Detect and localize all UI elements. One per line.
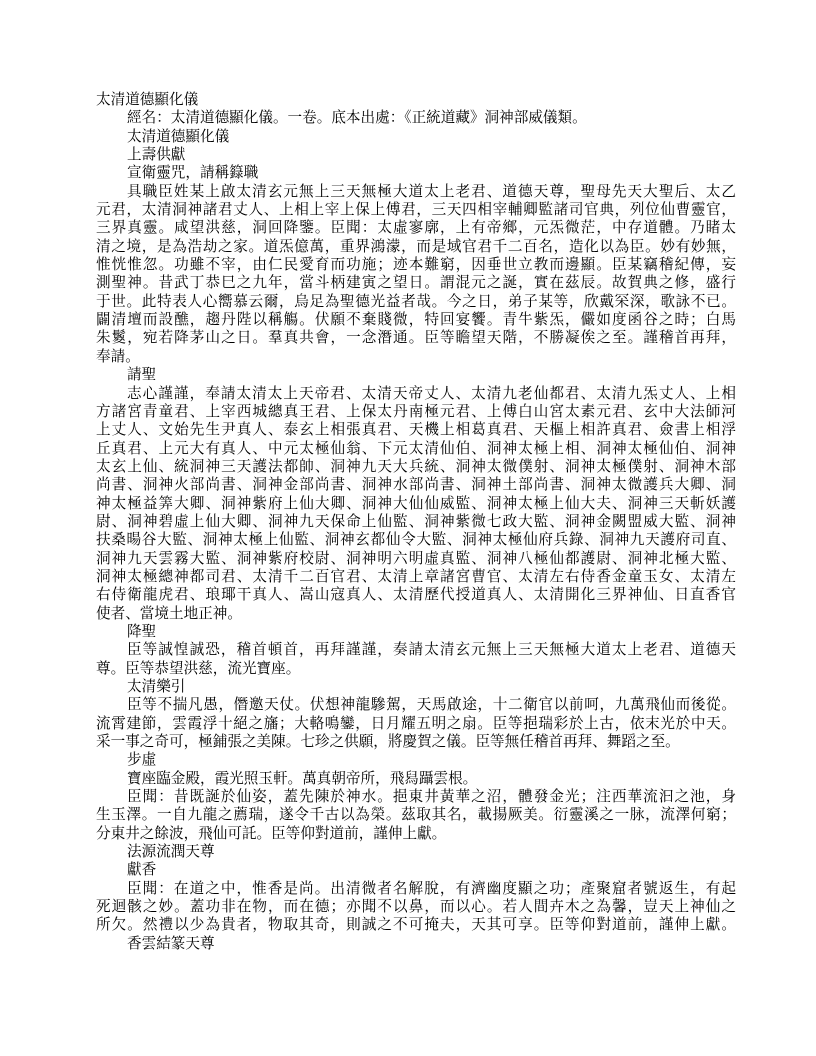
text-line: 使者、當境土地正神。 xyxy=(96,605,242,622)
text-line: 降聖 xyxy=(127,623,157,640)
text-line: 神太極益筭大卿、洞神紫府上仙大卿、洞神大仙仙威監、洞神太極上仙大夫、洞神三天斬妖護 xyxy=(96,495,736,512)
text-line: 清之境，是為浩劫之家。道炁億萬，重界鴻濛，而是域官君千二百名，造化以為臣。妙有妙無， xyxy=(96,238,736,255)
text-line: 所欠。然禮以少為貴者，物取其奇，則誠之不可掩夫，天其可享。臣等仰對道前，謹伸上獻。 xyxy=(96,917,736,934)
text-line: 具職臣姓某上啟太清玄元無上三天無極大道太上老君、道德天尊，聖母先天大聖后、太乙 xyxy=(127,183,736,200)
text-line: 臣等誠惶誠恐，稽首頓首，再拜謹謹，奏請太清玄元無上三天無極大道太上老君、道德天 xyxy=(127,642,736,659)
text-line: 太清道德顯化儀 xyxy=(127,128,230,145)
text-line: 太清樂引 xyxy=(127,679,186,695)
text-line: 于世。此特表人心嚮慕云爾，烏足為聖德光益者哉。今之日，弟子某等，欣戴罙深，歌詠不已。 xyxy=(96,293,736,310)
text-line: 采一事之奇可，極鋪張之美陳。七珍之供願，將慶賀之儀。臣等無任稽首再拜、舞蹈之至。 xyxy=(96,734,680,751)
text-line: 寶座臨金殿，霞光照玉軒。萬真朝帝所，飛舄躡雲根。 xyxy=(127,770,478,787)
text-line: 上壽供獻 xyxy=(127,147,186,164)
text-line: 香雲結篆天尊 xyxy=(127,935,215,952)
text-line: 志心謹謹，奉請太清太上天帝君、太清天帝丈人、太清九老仙都君、太清九炁丈人、上相 xyxy=(127,385,736,402)
document-body xyxy=(96,91,736,953)
text-line: 臣等不揣凡愚，僭邀天仗。伏想神龍驂駕，天馬啟途，十二衛官以前呵，九萬飛仙而後從。 xyxy=(127,697,736,714)
text-line: 生玉澤。一自九龍之薦瑞，遂令千古以為榮。茲取其名，載揚厥美。衍靈溪之一脉，流澤何窮； xyxy=(96,807,736,824)
text-line: 三界真靈。咸望洪慈，洞回降鑒。臣聞：太虛寥廓，上有帝鄉，元炁微茫，中存道體。乃睹太 xyxy=(96,220,736,237)
text-line: 尊。臣等恭望洪慈，流光寶座。 xyxy=(96,660,301,677)
text-line: 朱鬉，宛若降茅山之日。羣真共會，一念潛通。臣等瞻望天階，不勝凝俟之至。謹稽首再拜， xyxy=(96,330,736,347)
text-line: 臣聞：昔既誕於仙姿，蓋先陳於神水。挹東井黃華之沼，體發金光；注西華流汩之池，身 xyxy=(127,789,736,806)
text-line: 洞神九天雲霧大監、洞神紫府校尉、洞神明六明虛真監、洞神八極仙都護尉、洞神北極大監、 xyxy=(96,550,736,567)
text-line: 法源流潤天尊 xyxy=(127,844,215,861)
text-line: 元君，太清洞神諸君丈人、上相上宰上保上傅君，三天四相宰輔卿監諸司官典，列位仙曹靈官， xyxy=(96,202,736,219)
text-line: 右侍衛龍虎君、琅瑘干真人、嵩山寇真人、太清歷代授道真人、太清開化三界神仙、日直香官 xyxy=(96,587,736,604)
text-line: 闢清壇而設醮，趨丹陛以稱觴。伏願不棄賤微，特回宴饗。青牛紫炁，儼如度函谷之時；白馬 xyxy=(96,312,736,329)
text-line: 尉、洞神碧虛上仙大卿、洞神九天保命上仙監、洞神紫微七政大監、洞神金闕盟威大監、洞神 xyxy=(96,513,736,530)
text-line: 步虛 xyxy=(127,752,157,769)
text-line: 測聖神。昔武丁恭巳之九年，當斗柄建寅之望日。謂混元之誕，實在茲辰。故賀典之修，盛行 xyxy=(96,275,736,292)
text-line: 奉請。 xyxy=(96,348,140,365)
text-line: 丘真君、上元大有真人、中元太極仙翁、下元太清仙伯、洞神太極上相、洞神太極仙伯、洞神 xyxy=(96,440,736,457)
text-line: 獻香 xyxy=(127,862,157,879)
text-line: 惟恍惟忽。功雖不宰，由仁民愛育而功施；迹本難窮，因垂世立教而邊顯。臣某竊稽紀傳，妄 xyxy=(96,257,736,274)
text-line: 流霄建節，雲霞浮十絕之旛；大輅鳴鑾，日月耀五明之扇。臣等挹瑞彩於上古，依末光於中天。 xyxy=(96,715,736,732)
text-line: 請聖 xyxy=(127,367,157,384)
text-line: 方諸宮青童君、上宰西城總真王君、上保太丹南極元君、上傅白山宮太素元君、玄中大法師河 xyxy=(96,403,736,420)
text-line: 尚書、洞神火部尚書、洞神金部尚書、洞神水部尚書、洞神土部尚書、洞神太微護兵大卿、洞 xyxy=(96,477,736,494)
text-line: 經名：太清道德顯化儀。一卷。底本出處：《正統道藏》洞神部威儀類。 xyxy=(127,110,587,127)
text-line: 扶桑暘谷大監、洞神太極上仙監、洞神玄都仙令大監、洞神太極仙府兵錄、洞神九天護府司直、 xyxy=(96,532,736,549)
text-line: 太清道德顯化儀 xyxy=(96,92,199,108)
text-line: 臣聞：在道之中，惟香是尚。出清微者名解脫，有濟幽度顯之功；產聚窟者號返生，有起 xyxy=(127,880,736,897)
text-line: 宣衛靈咒，請稱籙職 xyxy=(127,165,259,182)
text-line: 上丈人、文始先生尹真人、泰玄上相張真君、天機上相葛真君、天樞上相許真君、僉書上相浮 xyxy=(96,422,736,439)
text-line: 死迴骸之妙。蓋功非在物，而在德；亦聞不以鼻，而以心。若人間卉木之為馨，豈天上神仙之 xyxy=(96,899,736,916)
text-line: 洞神太極總神都司君、太清千二百官君、太清上章諸宮曹官、太清左右侍香金童玉女、太清左 xyxy=(96,568,736,585)
text-line: 太玄上仙、統洞神三天護法都帥、洞神九天大兵統、洞神太微僕射、洞神太極僕射、洞神木部 xyxy=(96,458,736,475)
text-line: 分東井之餘波，飛仙可託。臣等仰對道前，謹伸上獻。 xyxy=(96,825,447,842)
